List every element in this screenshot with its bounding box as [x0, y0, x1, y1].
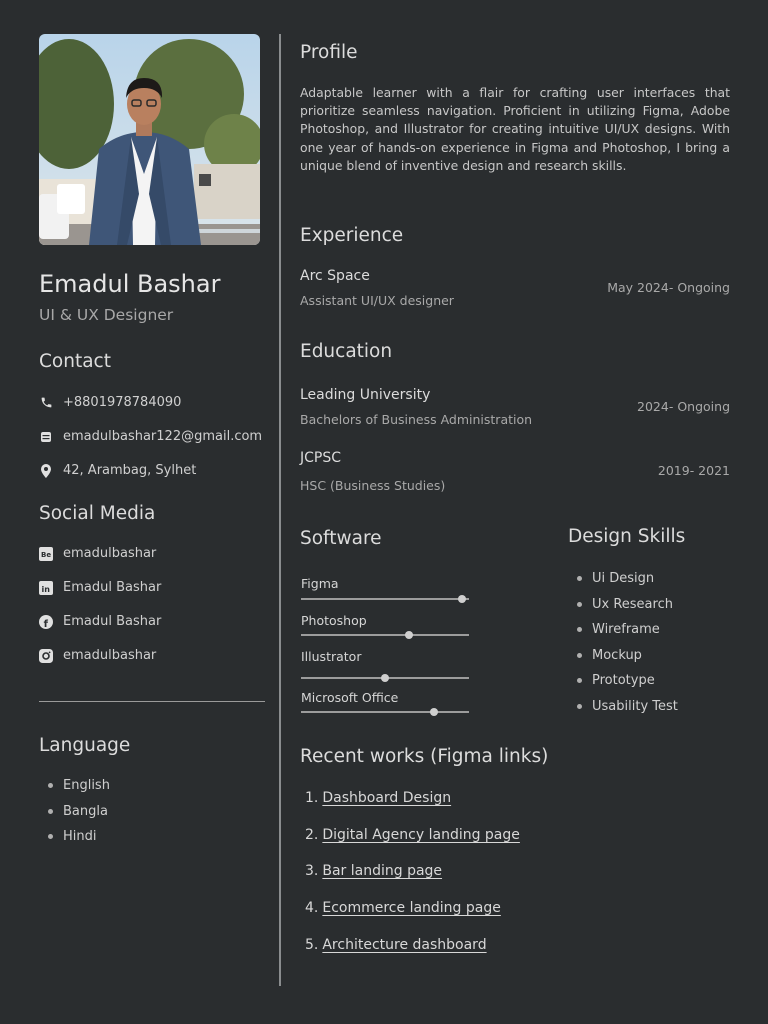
contact-address: [39, 463, 196, 478]
social-instagram-text: emadulbashar: [63, 648, 157, 663]
education-heading: Education: [300, 341, 393, 362]
list-item: 5. Architecture dashboard: [305, 936, 487, 953]
location-icon: [39, 464, 53, 478]
software-label: Photoshop: [301, 613, 367, 628]
contact-phone-text: +8801978784090: [63, 395, 182, 410]
software-bar: [301, 634, 469, 636]
experience-date: May 2024- Ongoing: [607, 280, 730, 295]
person-role: UI & UX Designer: [39, 306, 174, 324]
mail-icon: [39, 430, 53, 444]
column-divider: [279, 34, 281, 986]
contact-phone[interactable]: [39, 395, 181, 410]
work-link[interactable]: Architecture dashboard: [322, 936, 487, 953]
social-heading: Social Media: [39, 503, 156, 524]
list-item: 4. Ecommerce landing page: [305, 900, 501, 917]
software-heading: Software: [300, 528, 382, 549]
works-heading: Recent works (Figma links): [300, 746, 549, 767]
bullet-icon: [577, 602, 582, 607]
behance-icon: [39, 547, 53, 561]
work-link[interactable]: Dashboard Design: [322, 790, 452, 807]
experience-subtitle: Assistant UI/UX designer: [300, 293, 454, 308]
bullet-icon: [577, 627, 582, 632]
svg-text:f: f: [43, 618, 48, 629]
linkedin-icon: [39, 581, 53, 595]
work-link[interactable]: Bar landing page: [322, 863, 443, 880]
education-date-1: 2024- Ongoing: [637, 399, 730, 414]
contact-address-text: 42, Arambag, Sylhet: [63, 463, 197, 478]
list-item: Bangla: [48, 799, 110, 825]
software-level-knob: [430, 708, 438, 716]
software-bar: [301, 711, 469, 713]
list-item: Hindi: [48, 824, 110, 850]
left-divider: [39, 701, 265, 702]
social-linkedin[interactable]: [39, 580, 161, 595]
facebook-icon: [39, 615, 53, 629]
education-subtitle-1: Bachelors of Business Administration: [300, 412, 533, 427]
bullet-icon: [577, 704, 582, 709]
social-instagram[interactable]: [39, 648, 156, 663]
phone-icon: [39, 396, 53, 410]
list-item: 3. Bar landing page: [305, 863, 443, 880]
list-item: Ui Design: [577, 566, 678, 592]
software-label: Figma: [301, 576, 339, 591]
bullet-icon: [577, 576, 582, 581]
software-bar: [301, 677, 469, 679]
work-link[interactable]: Ecommerce landing page: [322, 900, 501, 917]
list-item: Usability Test: [577, 694, 678, 720]
software-bar: [301, 598, 469, 600]
bullet-icon: [48, 809, 53, 814]
design-skills-heading: Design Skills: [568, 526, 686, 547]
software-label: Microsoft Office: [301, 690, 399, 705]
education-date-2: 2019- 2021: [657, 463, 730, 478]
list-item: 2. Digital Agency landing page: [305, 826, 520, 843]
education-title-2: JCPSC: [300, 450, 342, 466]
language-heading: Language: [39, 735, 131, 756]
contact-heading: Contact: [39, 351, 111, 372]
contact-email-text: emadulbashar122@gmail.com: [63, 429, 263, 444]
bullet-icon: [48, 834, 53, 839]
profile-photo: [39, 34, 260, 245]
software-level-knob: [405, 631, 413, 639]
software-level-knob: [381, 674, 389, 682]
education-subtitle-2: HSC (Business Studies): [300, 478, 446, 493]
social-facebook[interactable]: [39, 614, 161, 629]
language-list: [48, 773, 110, 850]
experience-heading: Experience: [300, 225, 404, 246]
profile-text: Adaptable learner with a flair for crafting user interfaces that prioritize seamless navigation. Proficient in utilizing Figma, Adobe Photoshop, and Illustrator for creating intuitive UI/UX designs. With one year of hands-on experience in Figma and Photoshop, I bring a unique blend of inventive design and research skills.: [300, 85, 730, 173]
contact-email[interactable]: [39, 429, 262, 444]
social-behance-text: emadulbashar: [63, 546, 157, 561]
bullet-icon: [577, 678, 582, 683]
works-list: [305, 780, 520, 963]
work-link[interactable]: Digital Agency landing page: [322, 826, 520, 843]
profile-heading: Profile: [300, 42, 358, 63]
list-item: Prototype: [577, 668, 678, 694]
instagram-icon: [39, 649, 53, 663]
experience-title: Arc Space: [300, 268, 370, 284]
social-facebook-text: Emadul Bashar: [63, 614, 162, 629]
svg-text:Be: Be: [41, 550, 52, 559]
list-item: Ux Research: [577, 592, 678, 618]
bullet-icon: [48, 783, 53, 788]
software-label: Illustrator: [301, 649, 362, 664]
list-item: 1. Dashboard Design: [305, 790, 452, 807]
list-item: English: [48, 773, 110, 799]
svg-text:in: in: [41, 584, 50, 594]
design-skills-list: [577, 566, 678, 719]
list-item: Mockup: [577, 643, 678, 669]
software-level-knob: [458, 595, 466, 603]
list-item: Wireframe: [577, 617, 678, 643]
person-name: Emadul Bashar: [39, 270, 221, 298]
education-title-1: Leading University: [300, 387, 431, 403]
bullet-icon: [577, 653, 582, 658]
social-behance[interactable]: [39, 546, 156, 561]
social-linkedin-text: Emadul Bashar: [63, 580, 162, 595]
